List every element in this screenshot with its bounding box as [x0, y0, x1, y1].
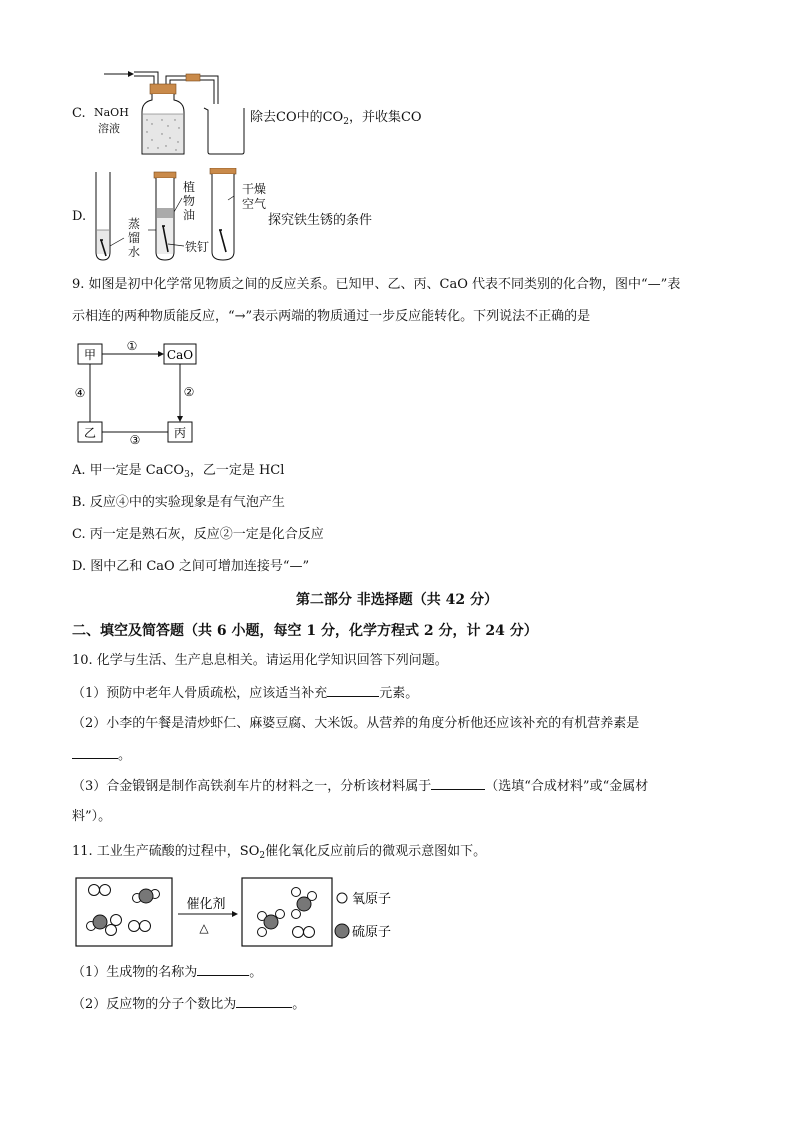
q11-part2 [72, 995, 305, 1014]
option-d-apparatus [90, 168, 240, 264]
answer-blank[interactable] [197, 963, 249, 976]
q10-stem: 10. 化学与生活、生产息息相关。请运用化学知识回答下列问题。 [72, 653, 448, 668]
iron-nail-label: 铁钉 [185, 240, 210, 254]
q9-stem-line2: 示相连的两种物质能反应，“→”表示两端的物质通过一步反应能转化。下列说法不正确的是 [72, 309, 591, 324]
jia-label: 甲 [83, 348, 97, 362]
q9-option-b: B. 反应④中的实验现象是有气泡产生 [72, 495, 285, 510]
reaction-3-label: ③ [129, 433, 141, 446]
section-title: 二、填空及简答题（共 6 小题，每空 1 分，化学方程式 2 分，计 24 分） [72, 623, 538, 639]
q9-relation-diagram [74, 338, 200, 446]
oil-label [183, 180, 195, 222]
cao-label: CaO [166, 348, 194, 362]
q10-part2-answer [72, 746, 131, 765]
reaction-1-label: ① [126, 339, 138, 353]
option-d-letter: D. [72, 209, 87, 224]
dry-air-line: 空气 [242, 197, 267, 211]
answer-blank[interactable] [327, 684, 379, 697]
distilled-water-label [128, 217, 140, 259]
water-label-char: 蒸 [128, 217, 141, 231]
option-c-description [250, 106, 422, 127]
q11-part1 [72, 963, 262, 982]
oil-label-char: 物 [183, 194, 196, 208]
q9-option-a-tail: ，乙一定是 HCl [189, 463, 285, 478]
bing-label: 丙 [173, 426, 187, 440]
oil-label-char: 植 [183, 180, 196, 194]
q10-part2: （2）小李的午餐是清炒虾仁、麻婆豆腐、大米饭。从营养的角度分析他还应该补充的有机营养素是 [72, 716, 640, 731]
q11-part2-tail: 。 [292, 997, 306, 1012]
answer-blank[interactable] [72, 746, 118, 759]
reaction-2-label: ② [183, 385, 195, 399]
dry-air-label [242, 182, 266, 212]
q11-stem-tail: 催化氧化反应前后的微观示意图如下。 [265, 844, 487, 859]
q11-stem-sub: 2 [259, 851, 266, 861]
part2-title: 第二部分 非选择题（共 42 分） [295, 592, 499, 608]
q10-part1-text: （1）预防中老年人骨质疏松，应该适当补充 [72, 686, 328, 701]
q11-stem [72, 843, 486, 865]
oxygen-atom-legend-icon [337, 893, 347, 903]
answer-blank[interactable] [431, 777, 485, 790]
q10-part1-tail: 元素。 [379, 686, 419, 701]
solution-label: 溶液 [98, 122, 120, 135]
reaction-4-label: ④ [74, 386, 86, 400]
sulfur-atom-legend-icon [335, 924, 349, 938]
q11-part1-text: （1）生成物的名称为 [72, 965, 198, 980]
q11-micro-diagram [74, 874, 414, 950]
option-d-description: 探究铁生锈的条件 [268, 213, 373, 228]
q10-part3-line2: 料”）。 [72, 809, 112, 824]
q10-part3-text: （3）合金锻钢是制作高铁刹车片的材料之一，分析该材料属于 [72, 779, 432, 794]
heat-symbol: △ [199, 921, 209, 935]
water-label-char: 水 [128, 245, 141, 259]
catalyst-label: 催化剂 [186, 897, 226, 912]
oxygen-atom-legend: 氧原子 [352, 892, 392, 907]
q9-option-d: D. 图中乙和 CaO 之间可增加连接号“—” [72, 559, 310, 574]
q9-option-a-sub: 3 [184, 470, 190, 480]
option-c-desc-text: 除去CO中的CO [250, 110, 344, 125]
oil-label-char: 油 [183, 208, 196, 222]
q10-part3 [72, 777, 648, 796]
q9-option-c: C. 丙一定是熟石灰，反应②一定是化合反应 [72, 527, 324, 542]
water-label-char: 馏 [128, 231, 141, 245]
q10-part1 [72, 684, 418, 703]
answer-blank[interactable] [236, 995, 292, 1008]
yi-label: 乙 [83, 426, 97, 440]
dry-air-line: 干燥 [242, 182, 267, 196]
naoh-label: NaOH [94, 106, 129, 119]
q10-part2-tail: 。 [118, 748, 132, 763]
sulfur-atom-legend: 硫原子 [352, 925, 392, 940]
option-c-letter: C. [72, 106, 86, 121]
q9-option-a-text: A. 甲一定是 CaCO [72, 463, 185, 478]
option-c-desc-sub: 2 [343, 117, 349, 127]
option-c-desc-tail: ，并收集CO [348, 110, 422, 125]
q11-part1-tail: 。 [249, 965, 263, 980]
q10-part3-tail: （选填“合成材料”或“金属材 [485, 779, 649, 794]
q9-stem-line1: 9. 如图是初中化学常见物质之间的反应关系。已知甲、乙、丙、CaO 代表不同类别的化合物，图中“—”表 [72, 277, 681, 292]
q11-stem-text: 11. 工业生产硫酸的过程中，SO [72, 844, 260, 859]
q9-option-a [72, 462, 284, 484]
q11-part2-text: （2）反应物的分子个数比为 [72, 997, 237, 1012]
